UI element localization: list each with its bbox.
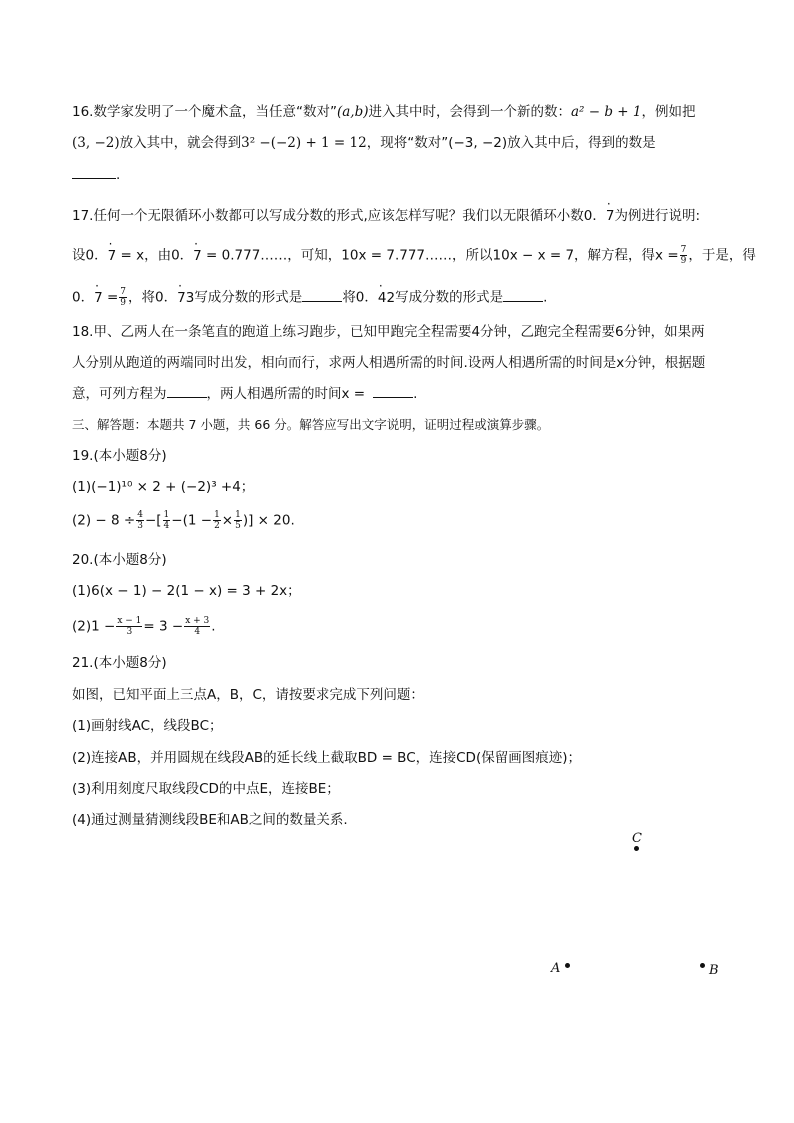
repeating-digits: · 73: [177, 289, 194, 307]
q18-text: ，两人相遇所需的时间x =: [206, 386, 366, 402]
q17-line3: [72, 287, 547, 308]
answer-blank: [72, 166, 116, 179]
fraction-denominator: 3: [126, 627, 133, 637]
point-label-b: B: [709, 963, 719, 978]
point-label-a: A: [551, 961, 561, 976]
q16-example-pair: (3, −2): [72, 135, 120, 151]
answer-blank: [503, 289, 543, 302]
q19-text: (2) − 8 ÷: [72, 512, 136, 529]
fraction-numerator: 4: [137, 510, 143, 520]
q16-line2: [72, 134, 656, 152]
fraction-numerator: x + 3: [185, 616, 210, 626]
fraction-numerator: x − 1: [117, 616, 142, 626]
q16-line3: [72, 166, 120, 184]
q17-text: ，将0．: [128, 289, 178, 306]
section-heading: 三、解答题：本题共 7 小题，共 66 分。解答应写出文字说明，证明过程或演算步骤。: [72, 417, 550, 432]
repeating-digit: · 7: [193, 247, 202, 265]
repeating-digit: · 7: [606, 207, 615, 225]
fraction-numerator: 1: [214, 510, 220, 520]
q17-text: 0．: [72, 289, 95, 306]
q17-text: = 0.777……，可知，10x = 7.777……，所以10x − x = 7，解方程，得x =: [201, 247, 679, 264]
fraction: [184, 616, 210, 637]
point-a: [565, 963, 570, 968]
q16-formula: a² − b + 1: [570, 104, 642, 120]
q21-step1: (1)画射线AC，线段BC；: [72, 718, 223, 734]
q20-part2: [72, 616, 216, 637]
q19-part2: [72, 510, 295, 531]
q16-text: ，例如把: [641, 104, 696, 120]
fraction-numerator: 7: [120, 287, 127, 297]
q17-text: 将0．: [342, 289, 378, 306]
fraction: [213, 510, 221, 531]
q18-line1: 18.甲、乙两人在一条笔直的跑道上练习跑步，已知甲跑完全程需要4分钟，乙跑完全程需要6分钟，如果两: [72, 324, 705, 340]
q21-step3: (3)利用刻度尺取线段CD的中点E，连接BE；: [72, 781, 340, 797]
fraction-denominator: 4: [163, 521, 170, 531]
q21-step2: (2)连接AB，并用圆规在线段AB的延长线上截取BD = BC，连接CD(保留画图痕迹)；: [72, 750, 581, 766]
q19-title: 19.(本小题8分): [72, 448, 167, 464]
q17-line2: [72, 245, 756, 266]
q19-part1: (1)(−1)¹⁰ × 2 + (−2)³ +4；: [72, 479, 255, 495]
fraction-denominator: 9: [680, 256, 687, 266]
fraction: [116, 616, 142, 637]
q16-text: 放入其中，就会得到: [119, 135, 242, 151]
point-b: [700, 963, 705, 968]
q17-text: =: [102, 289, 119, 306]
q17-text: 写成分数的形式是: [395, 289, 504, 306]
repeating-digit: · 7: [108, 247, 117, 265]
point-label-c: C: [632, 831, 642, 846]
fraction-denominator: 9: [120, 298, 127, 308]
fraction: [136, 510, 144, 531]
fraction: [680, 245, 688, 266]
answer-blank: [302, 289, 342, 302]
q16-example-result: 3² −(−2) + 1 = 12: [241, 135, 367, 151]
q19-text: −(1 −: [171, 512, 213, 529]
q20-title: 20.(本小题8分): [72, 552, 167, 568]
q20-text: = 3 −: [143, 618, 184, 635]
q17-text: 设0．: [72, 247, 108, 264]
q19-text: ×: [221, 512, 234, 529]
repeating-digits: · 42: [378, 289, 395, 307]
fraction-numerator: 1: [163, 510, 170, 520]
q21-title: 21.(本小题8分): [72, 655, 167, 671]
answer-blank: [167, 385, 207, 398]
q17-text: 17.任何一个无限循环小数都可以写成分数的形式,应该怎样写呢？我们以无限循环小数0．: [72, 208, 606, 224]
q17-text: = x，由0．: [116, 247, 194, 264]
q17-text: ，于是，得: [688, 247, 756, 264]
q18-line3: [72, 385, 417, 403]
fraction-numerator: 1: [235, 510, 241, 520]
q19-text: )] × 20.: [242, 512, 295, 529]
fraction: [234, 510, 242, 531]
fraction: [163, 510, 171, 531]
fraction-numerator: 7: [680, 245, 687, 255]
q18-text: 意，可列方程为: [72, 386, 167, 402]
q16-period: .: [116, 167, 121, 183]
q20-text: .: [211, 618, 216, 635]
q16-line1: [72, 103, 695, 121]
q16-text: 16.数学家发明了一个魔术盒，当任意“数对”: [72, 104, 337, 120]
fraction-denominator: 4: [194, 627, 201, 637]
q21-intro: 如图，已知平面上三点A，B，C，请按要求完成下列问题：: [72, 687, 424, 703]
fraction-denominator: 3: [137, 521, 143, 531]
q16-text: ，现将“数对”(−3, −2)放入其中后，得到的数是: [366, 135, 656, 151]
q19-text: −[: [144, 512, 162, 529]
q17-text: 为例进行说明:: [614, 208, 701, 224]
fraction: [119, 287, 127, 308]
point-c: [634, 846, 639, 851]
q21-step4: (4)通过测量猜测线段BE和AB之间的数量关系.: [72, 812, 348, 828]
q17-period: .: [543, 289, 548, 306]
q18-line2: 人分别从跑道的两端同时出发，相向而行，求两人相遇所需的时间.设两人相遇所需的时间是x分钟，根据题: [72, 355, 706, 371]
q16-pair: (a,b): [336, 104, 369, 120]
q17-text: 写成分数的形式是: [194, 289, 303, 306]
repeating-digit: · 7: [94, 289, 103, 307]
answer-blank: [373, 385, 413, 398]
q20-part1: (1)6(x − 1) − 2(1 − x) = 3 + 2x；: [72, 583, 301, 599]
q18-period: .: [413, 386, 418, 402]
q20-text: (2)1 −: [72, 618, 116, 635]
q17-line1: [72, 207, 700, 225]
q16-text: 进入其中时，会得到一个新的数：: [368, 104, 571, 120]
fraction-denominator: 2: [214, 521, 220, 531]
fraction-denominator: 5: [235, 521, 241, 531]
